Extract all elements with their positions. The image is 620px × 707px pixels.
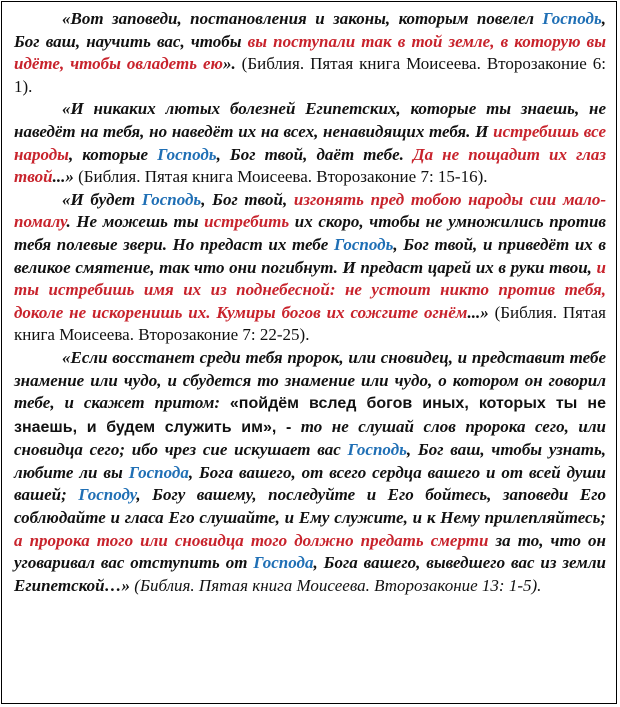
text-segment-plain: (Библия. Пятая книга Моисеева. Второзаконие 7: 22-25). xyxy=(14,302,606,345)
text-segment-qi: «И никаких лютых болезней Египетских, которые ты знаешь, не наведёт на тебя, но наведёт их на всех, ненавидящих тебя. И xyxy=(14,99,606,141)
text-segment-red: изгонять пред тобою народы сии мало-помалу xyxy=(14,189,606,232)
paragraph-p1 xyxy=(14,8,606,98)
text-segment-qi: , Бога вашего, выведшего вас из земли Египетской…» xyxy=(14,553,606,595)
text-segment-qi: , которые xyxy=(68,144,158,164)
text-segment-god: Господь xyxy=(157,144,217,164)
text-segment-pi: (Библия. Пятая книга Моисеева. Второзаконие 13: 1-5). xyxy=(130,575,542,595)
text-segment-qi: , Бога вашего, от всего сердца вашего и от всей души вашей; xyxy=(14,462,606,505)
text-segment-god: Господу xyxy=(78,485,137,505)
text-segment-qi: ». xyxy=(222,54,236,74)
text-segment-qi: , Бог твой, даёт тебе. xyxy=(216,144,413,164)
paragraph-p3 xyxy=(14,189,606,347)
text-segment-red: истребишь все народы xyxy=(14,121,607,164)
text-segment-qi: ...» xyxy=(467,302,489,322)
text-segment-god: Господь xyxy=(542,9,602,28)
text-segment-red: истребить xyxy=(204,212,290,232)
text-segment-qi: «Вот заповеди, постановления и законы, которым повелел xyxy=(62,9,543,28)
document-frame xyxy=(1,1,617,704)
text-segment-qi: , Бог твой, и приведёт их в великое смятение, так что они погибнут. И предаст царей их в руки твои, xyxy=(14,234,607,277)
text-segment-qi: , Бог ваш, чтобы узнать, любите ли вы xyxy=(14,440,606,482)
text-segment-qi: за то, что он уговаривал вас отступить от xyxy=(14,530,606,573)
text-segment-qi: то не слушай слов пророка сего, или сновидца сего; ибо чрез сие искушает вас xyxy=(14,416,606,460)
text-segment-red: вы поступали так в той земле, в которую вы идёте, чтобы овладеть ею xyxy=(14,31,606,74)
text-segment-qi: «Если восстанет среди тебя пророк, или сновидец, и представит тебе знамение или чудо, и сбудется то знамение или чудо, о котором он говорил тебе, и скажет притом: xyxy=(14,347,606,413)
text-segment-qi: «И будет xyxy=(62,189,142,209)
text-segment-red: и ты истребишь имя их из поднебесной: не устоит никто против тебя, доколе не искоренишь их. Кумиры богов их сожгите огнём xyxy=(14,257,606,322)
text-segment-qi: их скоро, чтобы не умножились против тебя полевые звери. Но предаст их тебе xyxy=(14,212,606,254)
text-segment-sans: «пойдём вслед богов иных, которых ты не знаешь, и будем служить им», - xyxy=(14,395,606,436)
text-segment-qi: ...» xyxy=(52,167,74,187)
text-segment-qi: , Бог ваш, научить вас, чтобы xyxy=(14,9,606,51)
text-segment-red: а пророка того или сновидца того должно предать смерти xyxy=(14,530,489,550)
text-segment-plain: (Библия. Пятая книга Моисеева. Второзаконие 6: 1). xyxy=(14,54,606,96)
text-segment-red: Да не пощадит их глаз твой xyxy=(14,144,606,187)
paragraph-p2 xyxy=(14,98,606,188)
paragraph-p4 xyxy=(14,347,606,598)
text-segment-god: Господь xyxy=(347,440,407,460)
text-segment-god: Господь xyxy=(141,189,202,209)
text-segment-god: Господа xyxy=(253,553,314,573)
text-segment-plain: (Библия. Пятая книга Моисеева. Второзаконие 7: 15-16). xyxy=(73,167,488,187)
text-segment-god: Господа xyxy=(128,462,189,482)
text-segment-qi: , Бог твой, xyxy=(201,189,294,209)
text-segment-qi: , Богу вашему, последуйте и Его бойтесь, заповеди Его соблюдайте и гласа Его слушайте, и Ему служите, и к Нему прилепляйтесь; xyxy=(14,485,606,528)
text-segment-god: Господь xyxy=(334,234,394,254)
text-segment-qi: . Не можешь ты xyxy=(66,212,205,232)
